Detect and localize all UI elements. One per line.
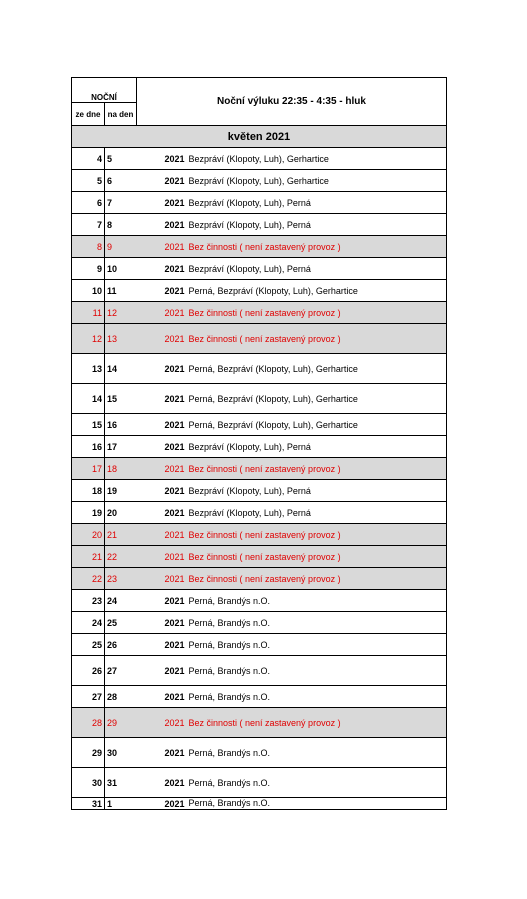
description-cell: Perná, Brandýs n.O.: [187, 798, 447, 810]
description-cell: Bezpráví (Klopoty, Luh), Perná: [187, 214, 447, 236]
day-to-cell: 21: [105, 524, 137, 546]
description-cell: Perná, Brandýs n.O.: [187, 768, 447, 798]
day-from-cell: 24: [72, 612, 105, 634]
year-cell: 2021: [137, 568, 187, 590]
header-row: [72, 78, 447, 103]
day-to-cell: 16: [105, 414, 137, 436]
description-cell: Bez činnosti ( není zastavený provoz ): [187, 524, 447, 546]
table-row: [72, 458, 447, 480]
day-from-cell: 18: [72, 480, 105, 502]
year-cell: 2021: [137, 280, 187, 302]
day-to-cell: 13: [105, 324, 137, 354]
description-cell: Bezpráví (Klopoty, Luh), Gerhartice: [187, 170, 447, 192]
day-from-cell: 30: [72, 768, 105, 798]
year-cell: 2021: [137, 236, 187, 258]
day-to-cell: 7: [105, 192, 137, 214]
year-cell: 2021: [137, 354, 187, 384]
day-to-cell: 25: [105, 612, 137, 634]
table-row: [72, 708, 447, 738]
table-row: [72, 384, 447, 414]
year-cell: 2021: [137, 458, 187, 480]
table-row: [72, 236, 447, 258]
day-to-cell: 18: [105, 458, 137, 480]
year-cell: 2021: [137, 414, 187, 436]
year-cell: 2021: [137, 302, 187, 324]
day-from-cell: 19: [72, 502, 105, 524]
day-to-cell: 24: [105, 590, 137, 612]
year-cell: 2021: [137, 686, 187, 708]
day-to-cell: 30: [105, 738, 137, 768]
year-cell: 2021: [137, 612, 187, 634]
day-to-cell: 15: [105, 384, 137, 414]
table-row: [72, 436, 447, 458]
table-row: [72, 798, 447, 810]
day-from-cell: 28: [72, 708, 105, 738]
table-row: [72, 324, 447, 354]
table-row: [72, 546, 447, 568]
day-to-cell: 9: [105, 236, 137, 258]
table-row: [72, 686, 447, 708]
table-row: [72, 214, 447, 236]
description-cell: Bezpráví (Klopoty, Luh), Perná: [187, 436, 447, 458]
day-from-cell: 4: [72, 148, 105, 170]
table-row: [72, 280, 447, 302]
year-cell: 2021: [137, 546, 187, 568]
description-cell: Perná, Brandýs n.O.: [187, 738, 447, 768]
day-from-cell: 12: [72, 324, 105, 354]
day-from-cell: 13: [72, 354, 105, 384]
table-row: [72, 502, 447, 524]
description-cell: Bez činnosti ( není zastavený provoz ): [187, 708, 447, 738]
col-from-header: ze dne: [72, 103, 105, 126]
description-cell: Perná, Bezpráví (Klopoty, Luh), Gerhartice: [187, 280, 447, 302]
description-cell: Perná, Bezpráví (Klopoty, Luh), Gerhartice: [187, 414, 447, 436]
year-cell: 2021: [137, 738, 187, 768]
year-cell: 2021: [137, 170, 187, 192]
day-to-cell: 29: [105, 708, 137, 738]
year-cell: 2021: [137, 214, 187, 236]
day-to-cell: 27: [105, 656, 137, 686]
table-row: [72, 590, 447, 612]
table-row: [72, 738, 447, 768]
table-row: [72, 480, 447, 502]
table-row: [72, 258, 447, 280]
col-to-header: na den: [105, 103, 137, 126]
day-to-cell: 31: [105, 768, 137, 798]
day-to-cell: 11: [105, 280, 137, 302]
day-from-cell: 5: [72, 170, 105, 192]
table-row: [72, 414, 447, 436]
day-from-cell: 21: [72, 546, 105, 568]
description-cell: Bez činnosti ( není zastavený provoz ): [187, 302, 447, 324]
day-to-cell: 17: [105, 436, 137, 458]
schedule-table: [71, 77, 447, 810]
day-to-cell: 28: [105, 686, 137, 708]
table-row: [72, 634, 447, 656]
day-from-cell: 9: [72, 258, 105, 280]
page-title: Noční výluku 22:35 - 4:35 - hluk: [137, 78, 447, 126]
night-label: NOČNÍ: [72, 78, 137, 103]
day-from-cell: 14: [72, 384, 105, 414]
month-row: [72, 126, 447, 148]
year-cell: 2021: [137, 148, 187, 170]
year-cell: 2021: [137, 708, 187, 738]
table-row: [72, 192, 447, 214]
description-cell: Perná, Brandýs n.O.: [187, 634, 447, 656]
day-from-cell: 27: [72, 686, 105, 708]
day-from-cell: 29: [72, 738, 105, 768]
day-to-cell: 14: [105, 354, 137, 384]
year-cell: 2021: [137, 192, 187, 214]
year-cell: 2021: [137, 634, 187, 656]
table-row: [72, 354, 447, 384]
day-to-cell: 12: [105, 302, 137, 324]
description-cell: Bezpráví (Klopoty, Luh), Perná: [187, 502, 447, 524]
table-row: [72, 302, 447, 324]
description-cell: Perná, Brandýs n.O.: [187, 656, 447, 686]
day-from-cell: 26: [72, 656, 105, 686]
day-from-cell: 20: [72, 524, 105, 546]
day-from-cell: 7: [72, 214, 105, 236]
month-label: květen 2021: [72, 126, 447, 148]
year-cell: 2021: [137, 384, 187, 414]
description-cell: Bezpráví (Klopoty, Luh), Perná: [187, 258, 447, 280]
day-from-cell: 23: [72, 590, 105, 612]
year-cell: 2021: [137, 524, 187, 546]
day-from-cell: 8: [72, 236, 105, 258]
description-cell: Bez činnosti ( není zastavený provoz ): [187, 568, 447, 590]
year-cell: 2021: [137, 502, 187, 524]
day-from-cell: 10: [72, 280, 105, 302]
day-from-cell: 15: [72, 414, 105, 436]
day-to-cell: 6: [105, 170, 137, 192]
day-from-cell: 31: [72, 798, 105, 810]
year-cell: 2021: [137, 436, 187, 458]
day-from-cell: 6: [72, 192, 105, 214]
year-cell: 2021: [137, 798, 187, 810]
description-cell: Perná, Bezpráví (Klopoty, Luh), Gerhartice: [187, 354, 447, 384]
description-cell: Bez činnosti ( není zastavený provoz ): [187, 236, 447, 258]
description-cell: Bezpráví (Klopoty, Luh), Perná: [187, 192, 447, 214]
day-to-cell: 26: [105, 634, 137, 656]
day-to-cell: 20: [105, 502, 137, 524]
year-cell: 2021: [137, 480, 187, 502]
day-from-cell: 16: [72, 436, 105, 458]
year-cell: 2021: [137, 656, 187, 686]
description-cell: Perná, Bezpráví (Klopoty, Luh), Gerhartice: [187, 384, 447, 414]
description-cell: Bezpráví (Klopoty, Luh), Perná: [187, 480, 447, 502]
year-cell: 2021: [137, 768, 187, 798]
day-to-cell: 22: [105, 546, 137, 568]
description-cell: Bezpráví (Klopoty, Luh), Gerhartice: [187, 148, 447, 170]
year-cell: 2021: [137, 324, 187, 354]
day-from-cell: 17: [72, 458, 105, 480]
day-to-cell: 19: [105, 480, 137, 502]
table-row: [72, 656, 447, 686]
table-row: [72, 768, 447, 798]
day-to-cell: 5: [105, 148, 137, 170]
table-row: [72, 148, 447, 170]
day-to-cell: 1: [105, 798, 137, 810]
day-to-cell: 8: [105, 214, 137, 236]
day-to-cell: 10: [105, 258, 137, 280]
table-row: [72, 170, 447, 192]
year-cell: 2021: [137, 590, 187, 612]
table-row: [72, 612, 447, 634]
description-cell: Perná, Brandýs n.O.: [187, 686, 447, 708]
day-from-cell: 11: [72, 302, 105, 324]
table-row: [72, 524, 447, 546]
day-to-cell: 23: [105, 568, 137, 590]
description-cell: Bez činnosti ( není zastavený provoz ): [187, 458, 447, 480]
description-cell: Bez činnosti ( není zastavený provoz ): [187, 324, 447, 354]
table-row: [72, 568, 447, 590]
day-from-cell: 25: [72, 634, 105, 656]
day-from-cell: 22: [72, 568, 105, 590]
description-cell: Bez činnosti ( není zastavený provoz ): [187, 546, 447, 568]
description-cell: Perná, Brandýs n.O.: [187, 612, 447, 634]
description-cell: Perná, Brandýs n.O.: [187, 590, 447, 612]
year-cell: 2021: [137, 258, 187, 280]
